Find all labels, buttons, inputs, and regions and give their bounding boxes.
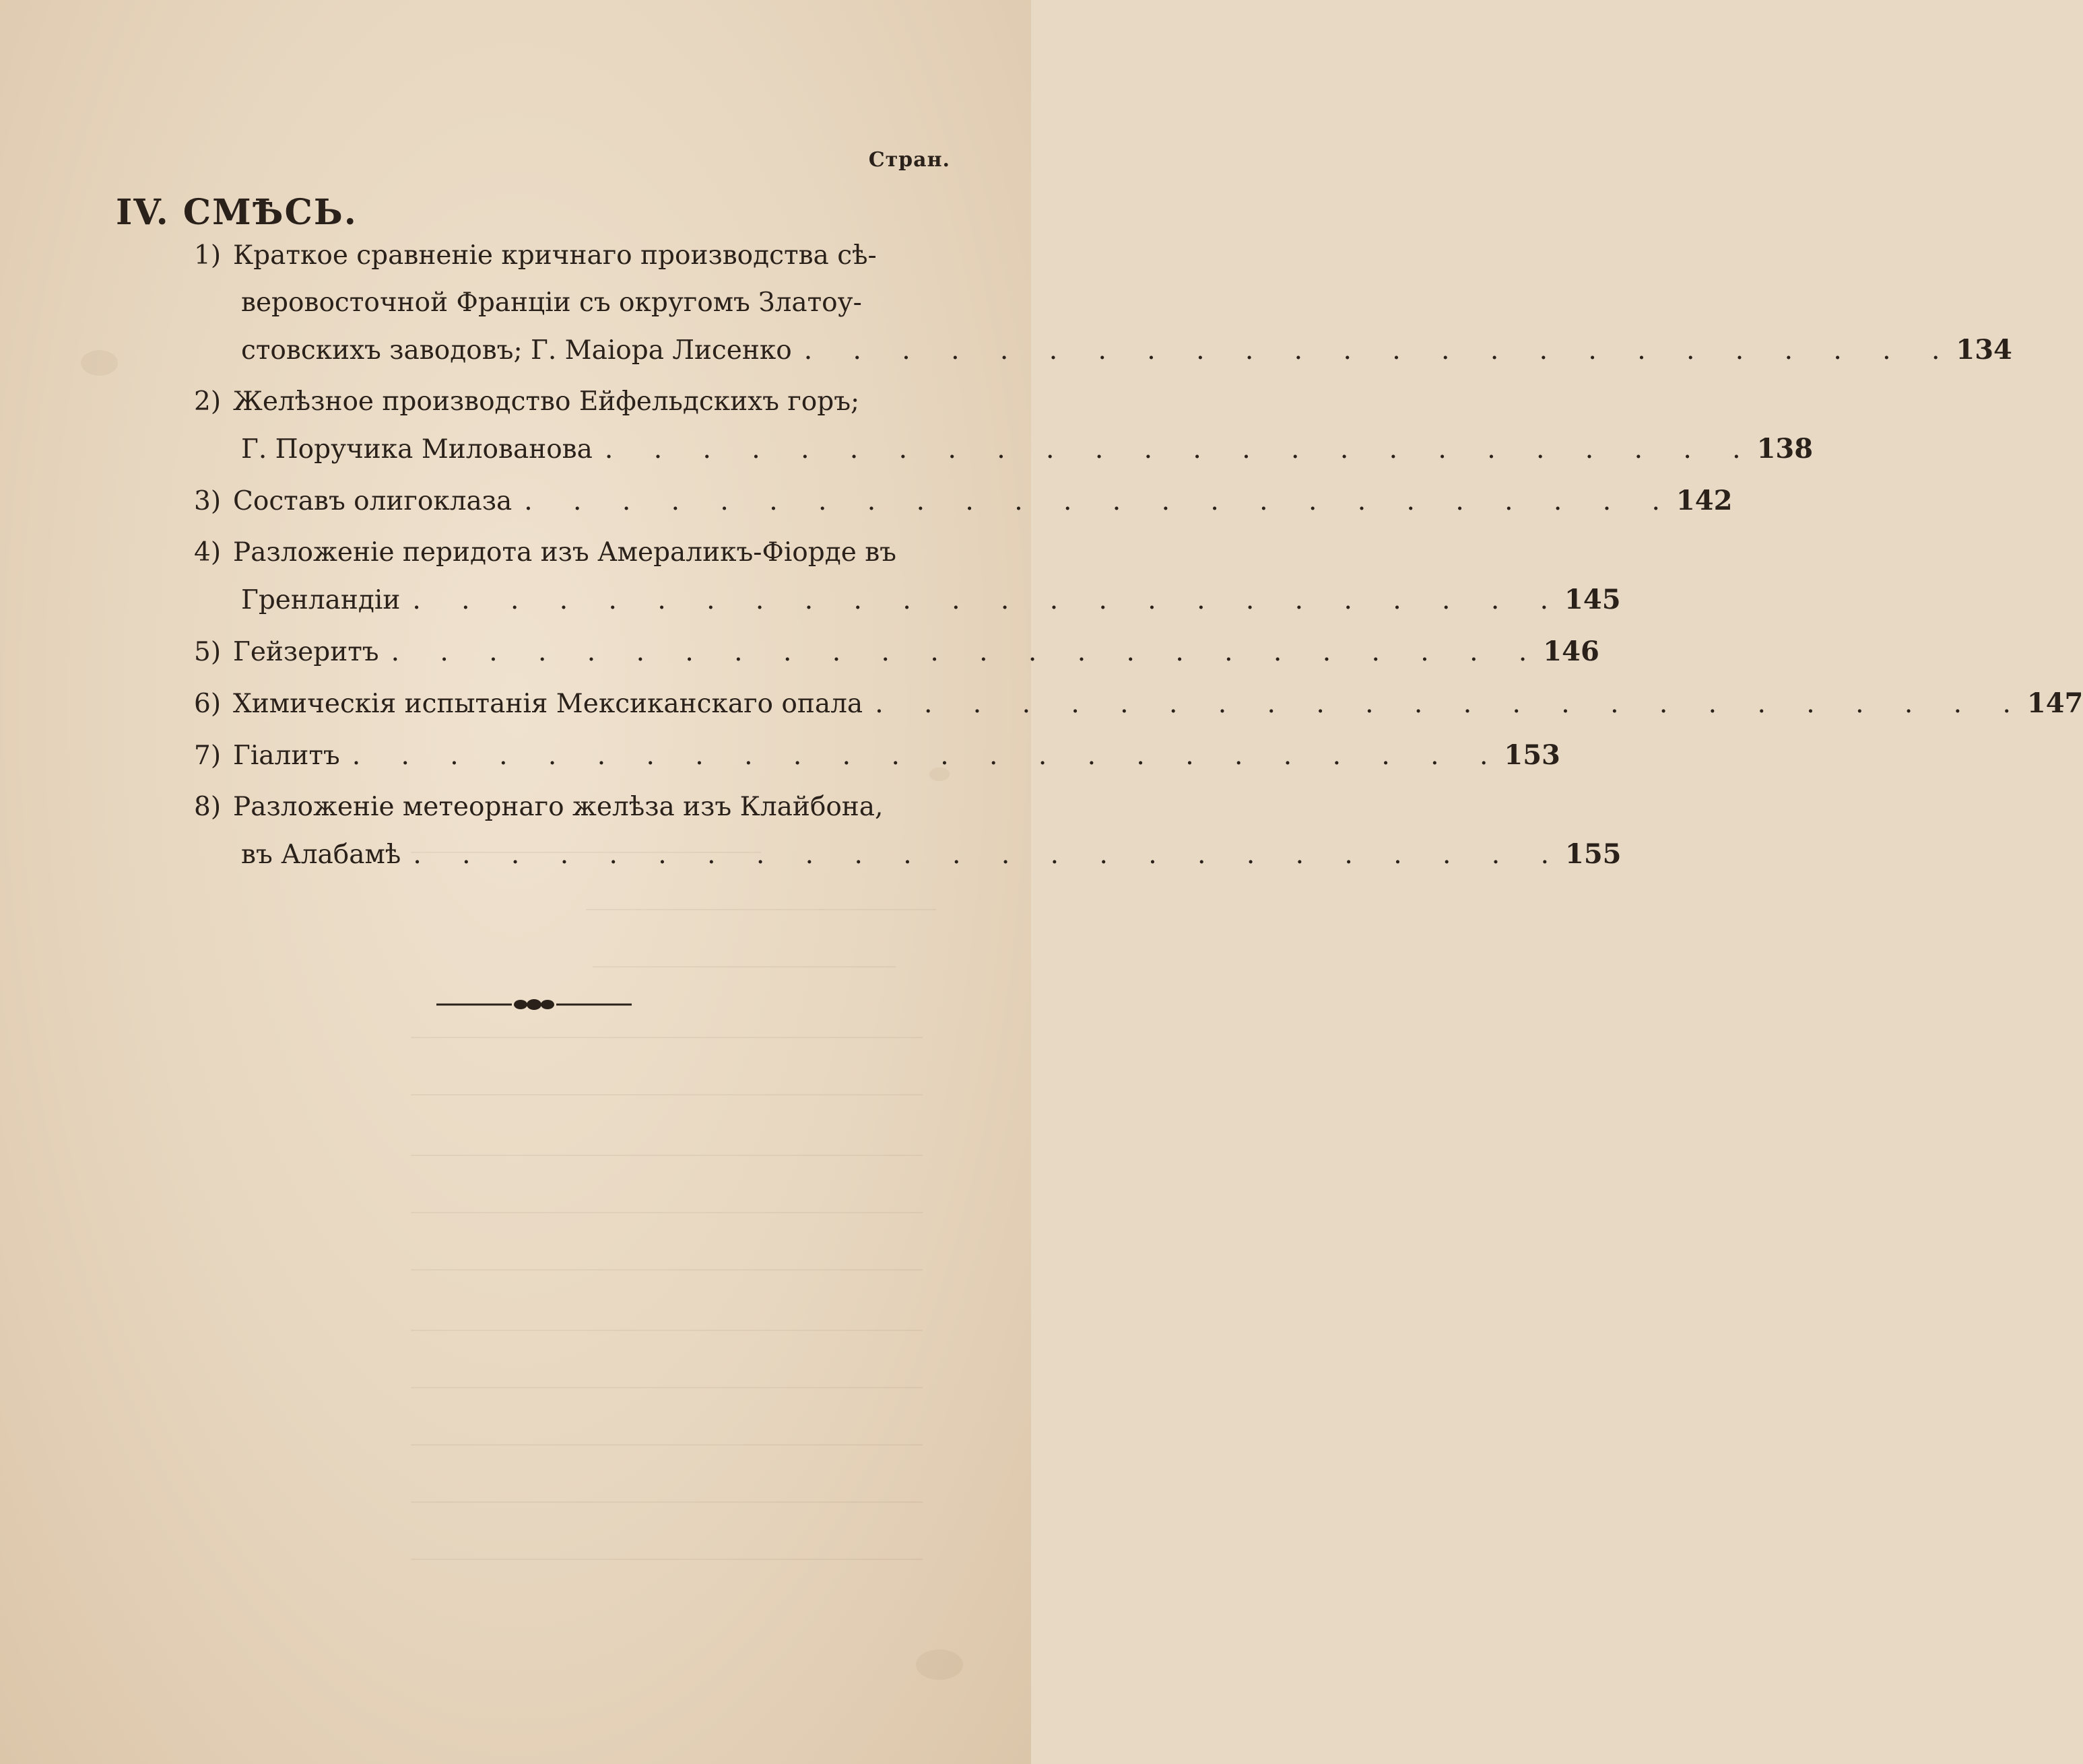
toc-entry <box>194 628 1599 676</box>
bleed-line <box>411 1501 923 1503</box>
page-number: 145 <box>1564 584 1621 615</box>
entry-text: Гіалитъ <box>233 741 340 771</box>
entry-number: 4) <box>194 537 222 568</box>
bleed-line <box>411 1444 923 1446</box>
leader-dots: . . . . . . . . . . . . . . . . . . . . . . . . <box>803 335 1956 366</box>
entry-number: 5) <box>194 637 222 667</box>
stain <box>916 1650 963 1680</box>
entry-number: 8) <box>194 792 222 822</box>
decorative-rule-icon <box>436 998 632 1011</box>
entry-number: 2) <box>194 386 222 417</box>
stain <box>81 350 118 376</box>
toc-entry <box>194 529 1621 624</box>
entry-text: въ Алабамѣ <box>241 840 401 870</box>
toc-entry <box>194 378 1814 473</box>
page-column-label: Стран. <box>868 148 950 172</box>
page-number: 146 <box>1543 636 1599 667</box>
entry-number: 1) <box>194 240 222 271</box>
leader-dots: . . . . . . . . . . . . . . . . . . . . . . . . <box>604 434 1757 465</box>
page-number: 138 <box>1756 433 1814 465</box>
entry-text: Гейзеритъ <box>233 637 379 667</box>
bleed-line <box>411 1559 923 1560</box>
leader-dots: . . . . . . . . . . . . . . . . . . . . . . . . <box>875 689 2027 719</box>
toc-entry <box>194 732 1560 780</box>
entry-text: Разложеніе перидота изъ Амераликъ-Фіорде въ <box>233 537 896 568</box>
bleed-line <box>411 1037 923 1038</box>
table-of-contents <box>194 232 2083 883</box>
toc-entry <box>194 784 1622 879</box>
leader-dots: . . . . . . . . . . . . . . . . . . . . . . . . <box>412 585 1565 615</box>
entry-text: Краткое сравненіе кричнаго производства сѣ- <box>233 240 877 271</box>
entry-text: стовскихъ заводовъ; Г. Маіора Лисенко <box>241 335 792 366</box>
entry-number: 3) <box>194 486 222 516</box>
leader-dots: . . . . . . . . . . . . . . . . . . . . . . . . <box>391 637 1544 667</box>
bleed-line <box>411 1269 923 1270</box>
entry-text: Г. Поручика Милованова <box>241 434 593 465</box>
leader-dots: . . . . . . . . . . . . . . . . . . . . . . . . <box>352 741 1505 771</box>
entry-text: Разложеніе метеорнаго желѣза изъ Клайбона, <box>233 792 884 822</box>
toc-entry <box>194 232 2012 374</box>
bleed-line <box>593 966 896 968</box>
section-title: IV. СМѢСЬ. <box>116 192 358 233</box>
entry-number: 7) <box>194 741 222 771</box>
toc-entry <box>194 680 2083 728</box>
bleed-line <box>586 909 936 910</box>
entry-number: 6) <box>194 689 222 719</box>
toc-entry <box>194 477 1733 525</box>
entry-text: Желѣзное производство Ейфельдскихъ горъ; <box>233 386 860 417</box>
bleed-line <box>411 1387 923 1388</box>
entry-text: Гренландіи <box>241 585 401 615</box>
page-number: 147 <box>2026 687 2083 719</box>
entry-text: Химическія испытанія Мексиканскаго опала <box>233 689 863 719</box>
bleed-line <box>411 1212 923 1213</box>
page-number: 155 <box>1565 838 1622 870</box>
entry-text: веровосточной Франціи съ округомъ Златоу- <box>241 287 862 318</box>
bleed-line <box>411 1155 923 1156</box>
bleed-line <box>411 1330 923 1331</box>
bleed-line <box>411 1094 923 1095</box>
leader-dots: . . . . . . . . . . . . . . . . . . . . . . . . <box>524 486 1676 516</box>
page-number: 153 <box>1504 739 1560 771</box>
entry-text: Составъ олигоклаза <box>233 486 513 516</box>
leader-dots: . . . . . . . . . . . . . . . . . . . . . . . . <box>413 840 1565 870</box>
page-number: 142 <box>1676 485 1733 516</box>
page-number: 134 <box>1956 334 2012 366</box>
